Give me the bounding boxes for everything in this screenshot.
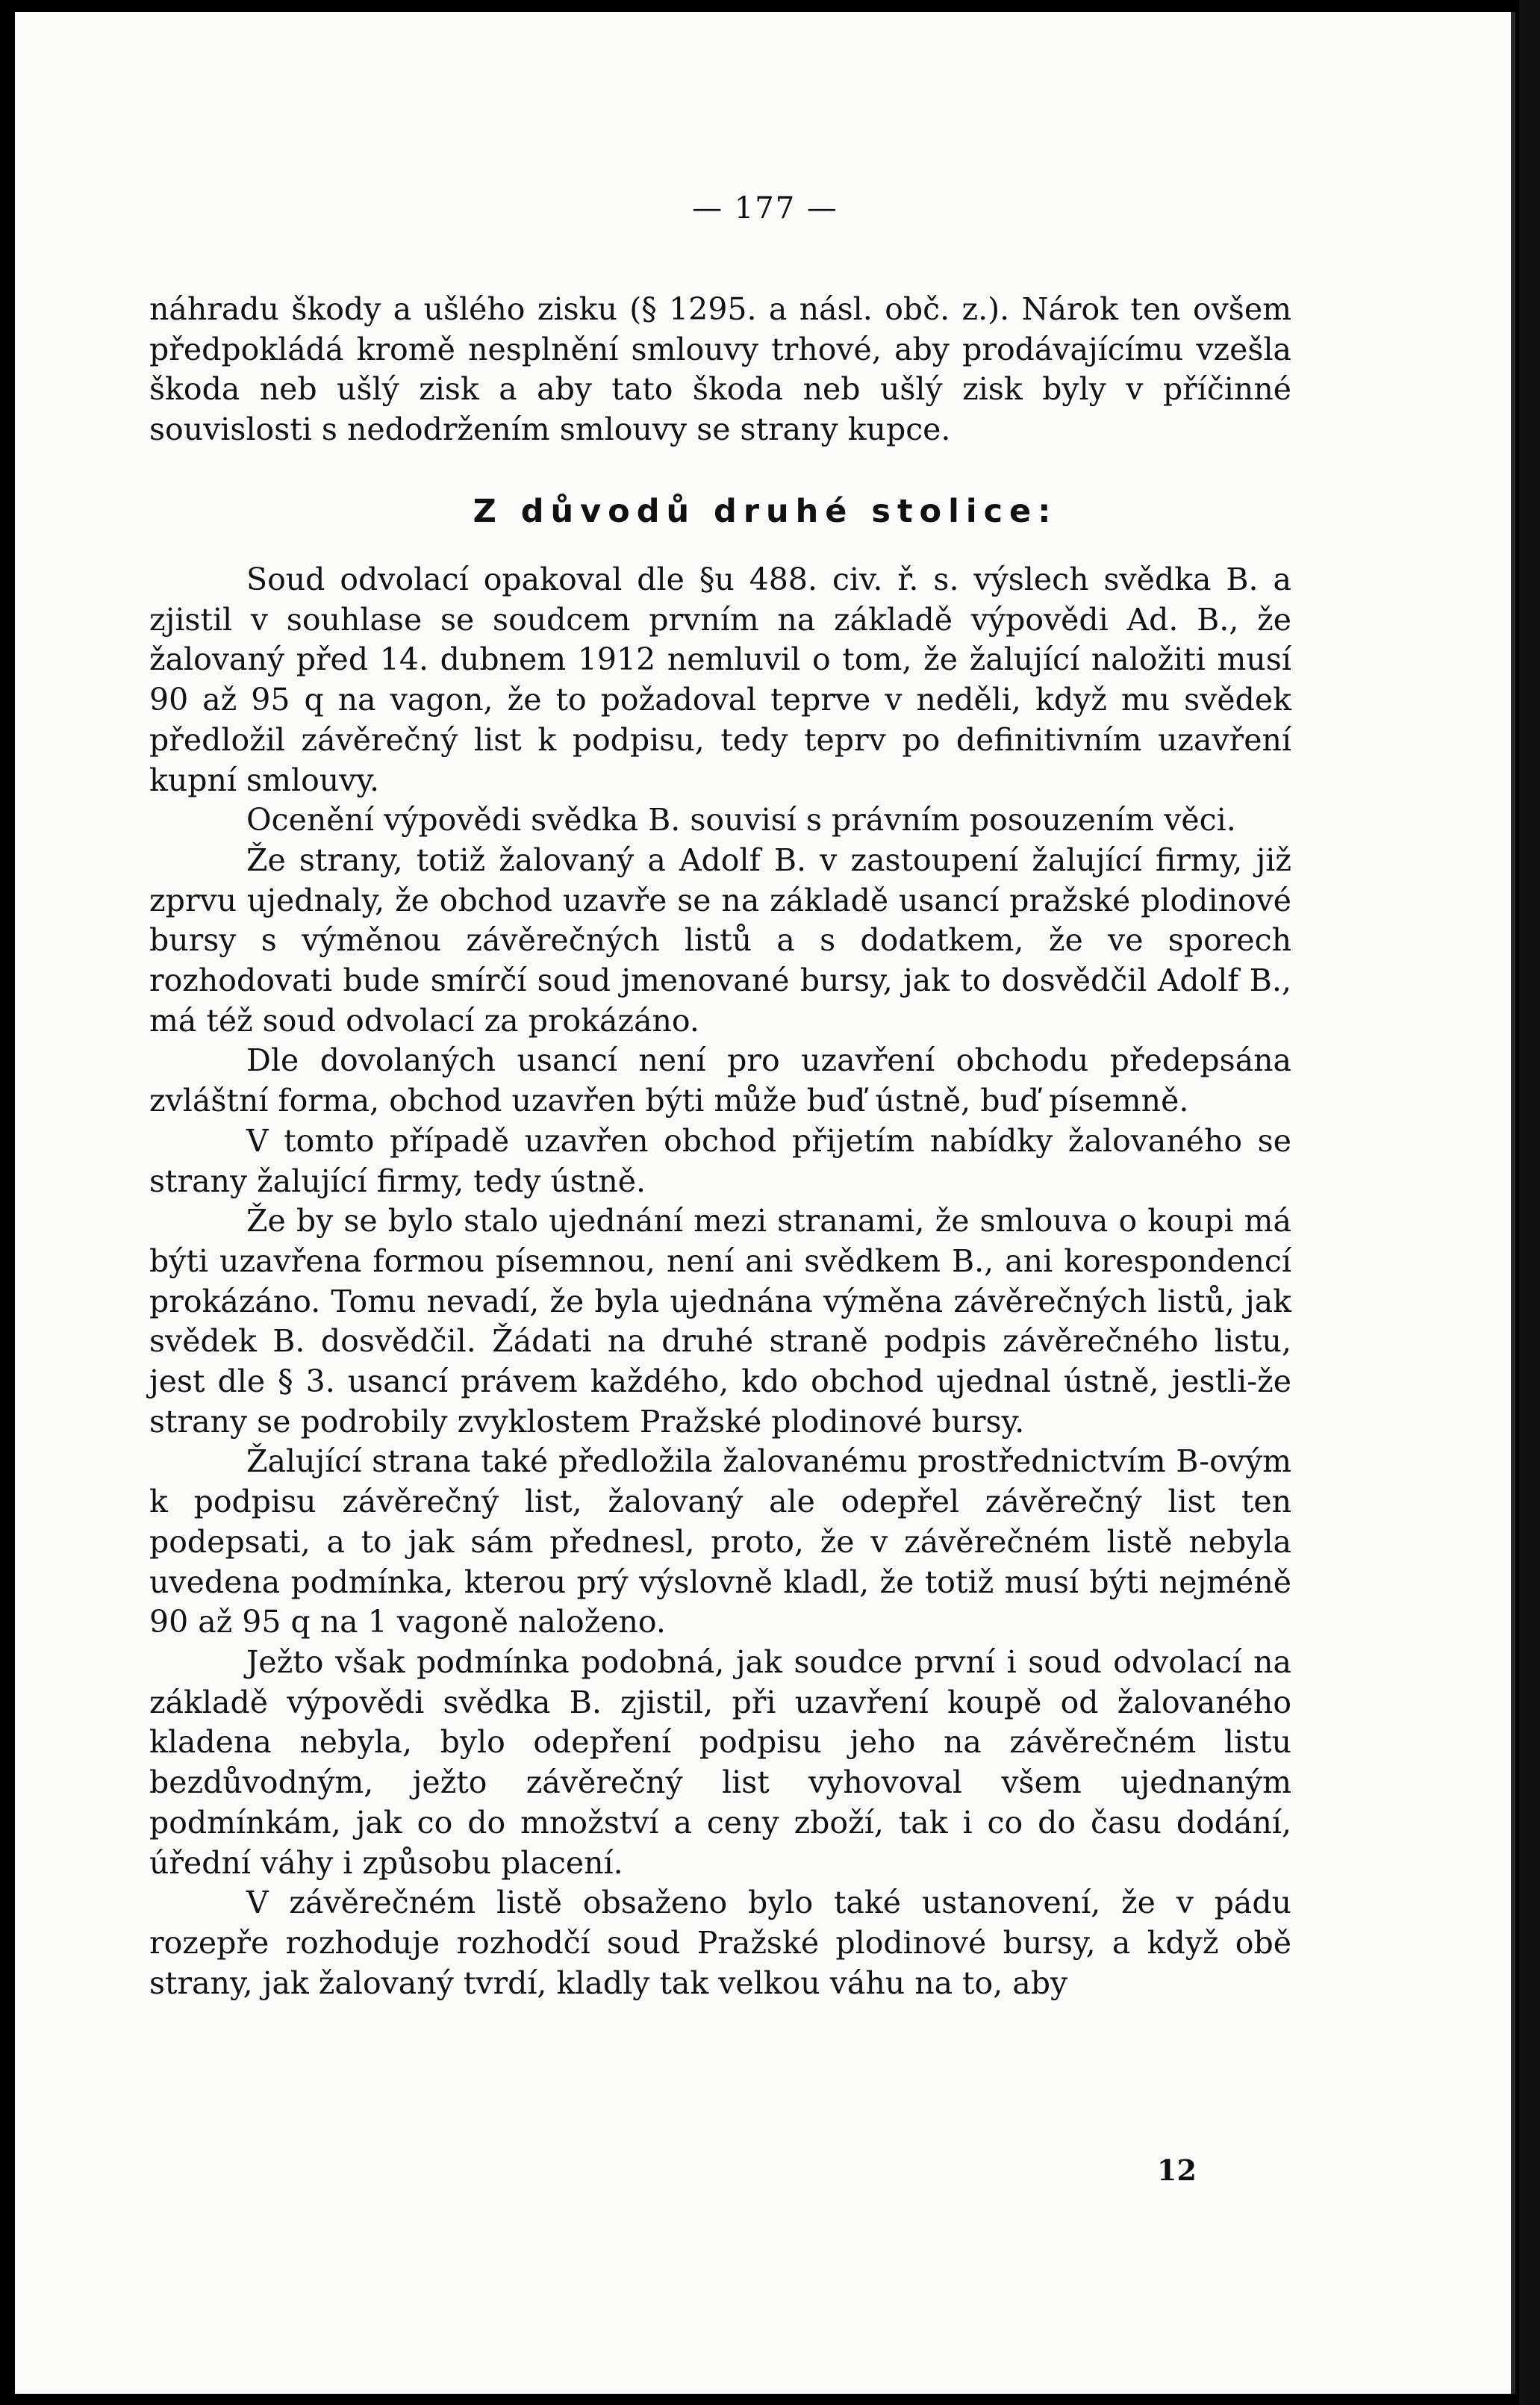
intro-block <box>149 290 1291 450</box>
paragraph: Že strany, totiž žalovaný a Adolf B. v zastoupení žalující firmy, již zprvu ujednaly, že obchod uzavře se na základě usancí pražské plodinové bursy s výměnou závěrečných listů a s dodatkem, že ve sporech rozhodovati bude smírčí soud jmenované bursy, jak to dosvědčil Adolf B., má též soud odvolací za prokázáno. <box>149 841 1291 1039</box>
paragraph: Dle dovolaných usancí není pro uzavření obchodu předepsána zvláštní forma, obchod uzavřen býti může buď ústně, buď písemně. <box>149 1042 1291 1119</box>
paragraph: V tomto případě uzavřen obchod přijetím nabídky žalovaného se strany žalující firmy, tedy ústně. <box>149 1122 1291 1199</box>
page-number: — 177 — <box>692 191 838 225</box>
signature-mark: 12 <box>1157 2153 1197 2187</box>
paragraph: V závěrečném listě obsaženo bylo také ustanovení, že v pádu rozepře rozhoduje rozhodčí soud Pražské plodinové bursy, a když obě strany, jak žalovaný tvrdí, kladly tak velkou váhu na to, aby <box>149 1885 1291 2001</box>
paragraph: Soud odvolací opakoval dle §u 488. civ. ř. s. výslech svědka B. a zjistil v souhlase se soudcem prvním na základě výpovědi Ad. B., že žalovaný před 14. dubnem 1912 nemluvil o tom, že žalující naložiti musí 90 až 95 q na vagon, že to požadoval teprve v neděli, když mu svědek předložil závěrečný list k podpisu, tedy teprv po definitivním uzavření kupní smlouvy. <box>149 561 1291 798</box>
paragraph: Ježto však podmínka podobná, jak soudce první i soud odvolací na základě výpovědi svědka B. zjistil, při uzavření koupě od žalovaného kladena nebyla, bylo odepření podpisu jeho na závěrečném listu bezdůvodným, ježto závěrečný list vyhovoval všem ujednaným podmínkám, jak co do množství a ceny zboží, tak i co do času dodání, úřední váhy i způsobu placení. <box>149 1643 1291 1881</box>
paragraph: Žalující strana také předložila žalovanému prostřednictvím B-ovým k podpisu závěrečný list, žalovaný ale odepřel závěrečný list ten podepsati, a to jak sám přednesl, proto, že v závěrečném listě nebyla uvedena podmínka, kterou prý výslovně kladl, že totiž musí býti nejméně 90 až 95 q na 1 vagoně naloženo. <box>149 1443 1291 1640</box>
book-page <box>15 12 1515 2394</box>
intro-paragraph: náhradu škody a ušlého zisku (§ 1295. a násl. obč. z.). Nárok ten ovšem předpokládá kromě nesplnění smlouvy trhové, aby prodávajícímu vzešla škoda neb ušlý zisk a aby tato škoda neb ušlý zisk byly v příčinné souvislosti s nedodržením smlouvy se strany kupce. <box>149 291 1291 448</box>
section-heading: Z důvodů druhé stolice: <box>473 493 1058 530</box>
paragraph: Že by se bylo stalo ujednání mezi stranami, že smlouva o koupi má býti uzavřena formou písemnou, není ani svědkem B., ani korespondencí prokázáno. Tomu nevadí, že byla ujednána výměna závěrečných listů, jak svědek B. dosvědčil. Žádati na druhé straně podpis závěrečného listu, jest dle § 3. usancí právem každého, kdo obchod ujednal ústně, jestli-že strany se podrobily zvyklostem Pražské plodinové bursy. <box>149 1203 1291 1440</box>
body-text <box>149 560 1291 2003</box>
paragraph: Ocenění výpovědi svědka B. souvisí s právním posouzením věci. <box>246 802 1236 839</box>
scan-edge <box>1519 0 1540 2405</box>
